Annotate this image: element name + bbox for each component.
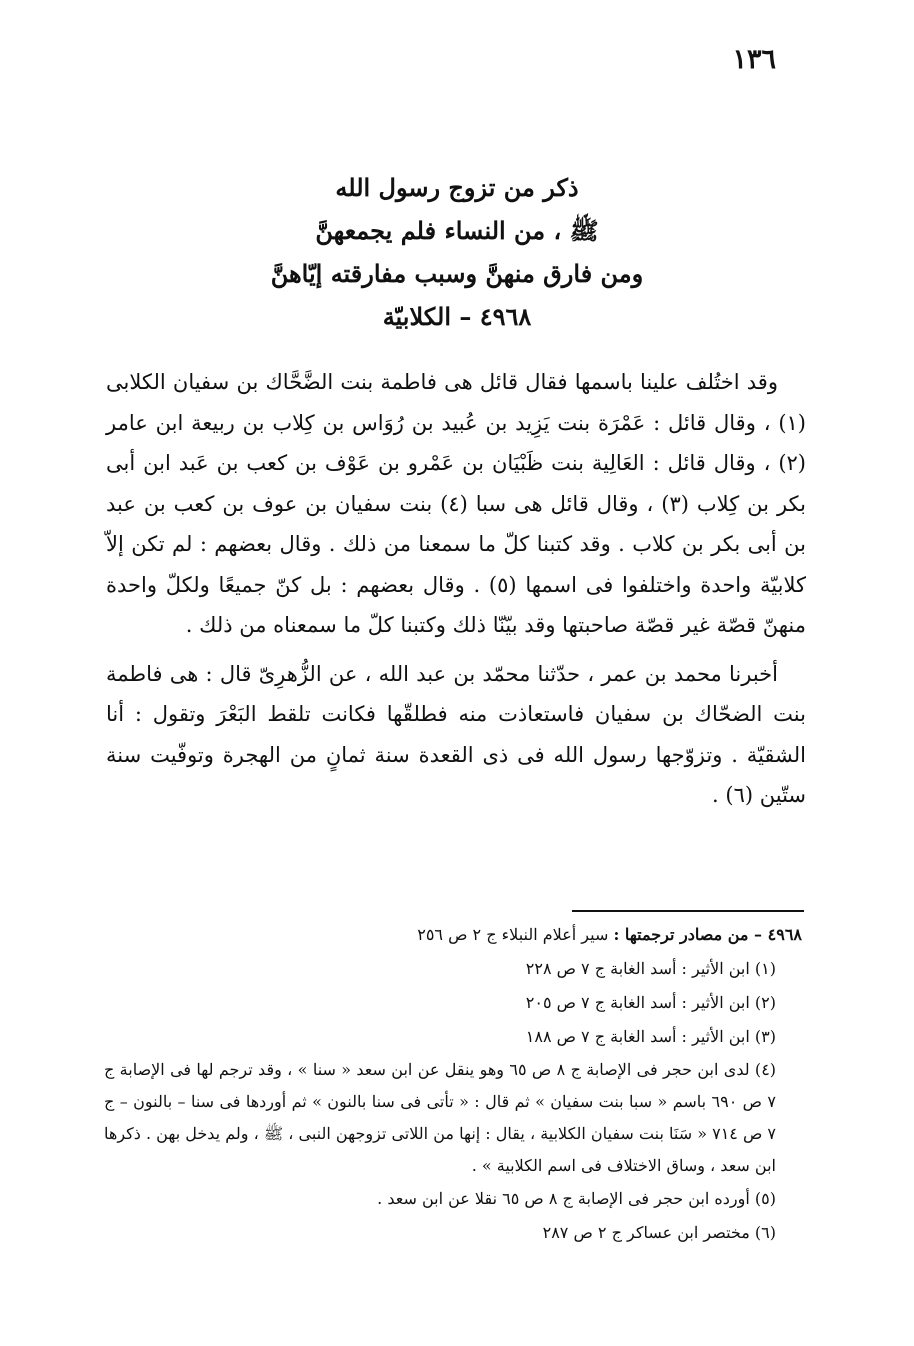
title-line-1: ذكر من تزوج رسول الله (335, 173, 579, 202)
footnote-sources (104, 918, 802, 952)
main-text (106, 362, 806, 816)
title-line-3: ومن فارق منهنَّ وسبب مفارقته إيّاهنَّ (270, 259, 644, 288)
footnote-divider (572, 910, 804, 912)
footnote-sources-lead: ٤٩٦٨ – من مصادر ترجمتها : (613, 925, 802, 944)
footnote-sources-text: سير أعلام النبلاء ج ٢ ص ٢٥٦ (417, 925, 614, 944)
entry-heading: ٤٩٦٨ – الكلابيّة (382, 302, 532, 331)
footnote-3: (٣) ابن الأثير : أسد الغابة ج ٧ ص ١٨٨ (525, 1027, 776, 1046)
chapter-title (100, 166, 814, 338)
footnote-1: (١) ابن الأثير : أسد الغابة ج ٧ ص ٢٢٨ (525, 959, 776, 978)
body-paragraph-2: أخبرنا محمد بن عمر ، حدّثنا محمّد بن عبد الله ، عن الزُّهرِىّ قال : هى فاطمة بنت الضحّاك بن سفيان فاستعاذت منه فطلقّها فكانت تلقط البَعْرَ وتقول : أنا الشقيّة . وتزوّجها رسول الله فى ذى القعدة سنة ثمانٍ من الهجرة وتوفّيت سنة ستّين (٦) . (106, 661, 806, 807)
footnote-4: (٤) لدى ابن حجر فى الإصابة ج ٨ ص ٦٥ وهو ينقل عن ابن سعد « سنا » ، وقد ترجم لها فى الإصابة ج ٧ ص ٦٩٠ باسم « سبا بنت سفيان » ثم قال : « تأتى فى سنا بالنون » ثم أوردها فى سنا – بالنون – ج ٧ ص ٧١٤ « سَنَا بنت سفيان الكلابية ، يقال : إنها من اللاتى تزوجهن النبى ، ﷺ ، ولم يدخل بهن . ذكرها ابن سعد ، وساق الاختلاف فى اسم الكلابية » . (104, 1060, 777, 1175)
body-paragraph-1: وقد اختُلف علينا باسمها فقال قائل هى فاطمة بنت الضَّحَّاك بن سفيان الكلابى (١) ، وقال قائل : عَمْرَة بنت يَزِيد بن عُبيد بن رُوَاس بن كِلاب بن ربيعة ابن عامر (٢) ، وقال قائل : العَالِية بنت ظَبْيَان بن عَمْرو بن عَوْف بن كعب بن عَبد ابن أبى بكر بن كِلاب (٣) ، وقال قائل هى سبا (٤) بنت سفيان بن عوف بن كعب بن عبد بن أبى بكر بن كلاب . وقد كتبنا كلّ ما سمعنا من ذلك . وقال بعضهم : لم تكن إلاّ كلابيّة واحدة واختلفوا فى اسمها (٥) . وقال بعضهم : بل كنّ جميعًا ولكلّ واحدة منهنّ قصّة غير قصّة صاحبتها وقد بيّنّا ذلك وكتبنا كلّ ما سمعناه من ذلك . (106, 370, 806, 637)
title-line-2: ﷺ ، من النساء فلم يجمعهنَّ (315, 216, 599, 245)
footnote-6: (٦) مختصر ابن عساكر ج ٢ ص ٢٨٧ (542, 1223, 776, 1242)
page-number: ١٣٦ (732, 44, 776, 75)
footnotes-section (104, 918, 802, 1250)
footnote-5: (٥) أورده ابن حجر فى الإصابة ج ٨ ص ٦٥ نقلا عن ابن سعد . (377, 1189, 776, 1208)
footnote-2: (٢) ابن الأثير : أسد الغابة ج ٧ ص ٢٠٥ (525, 993, 776, 1012)
